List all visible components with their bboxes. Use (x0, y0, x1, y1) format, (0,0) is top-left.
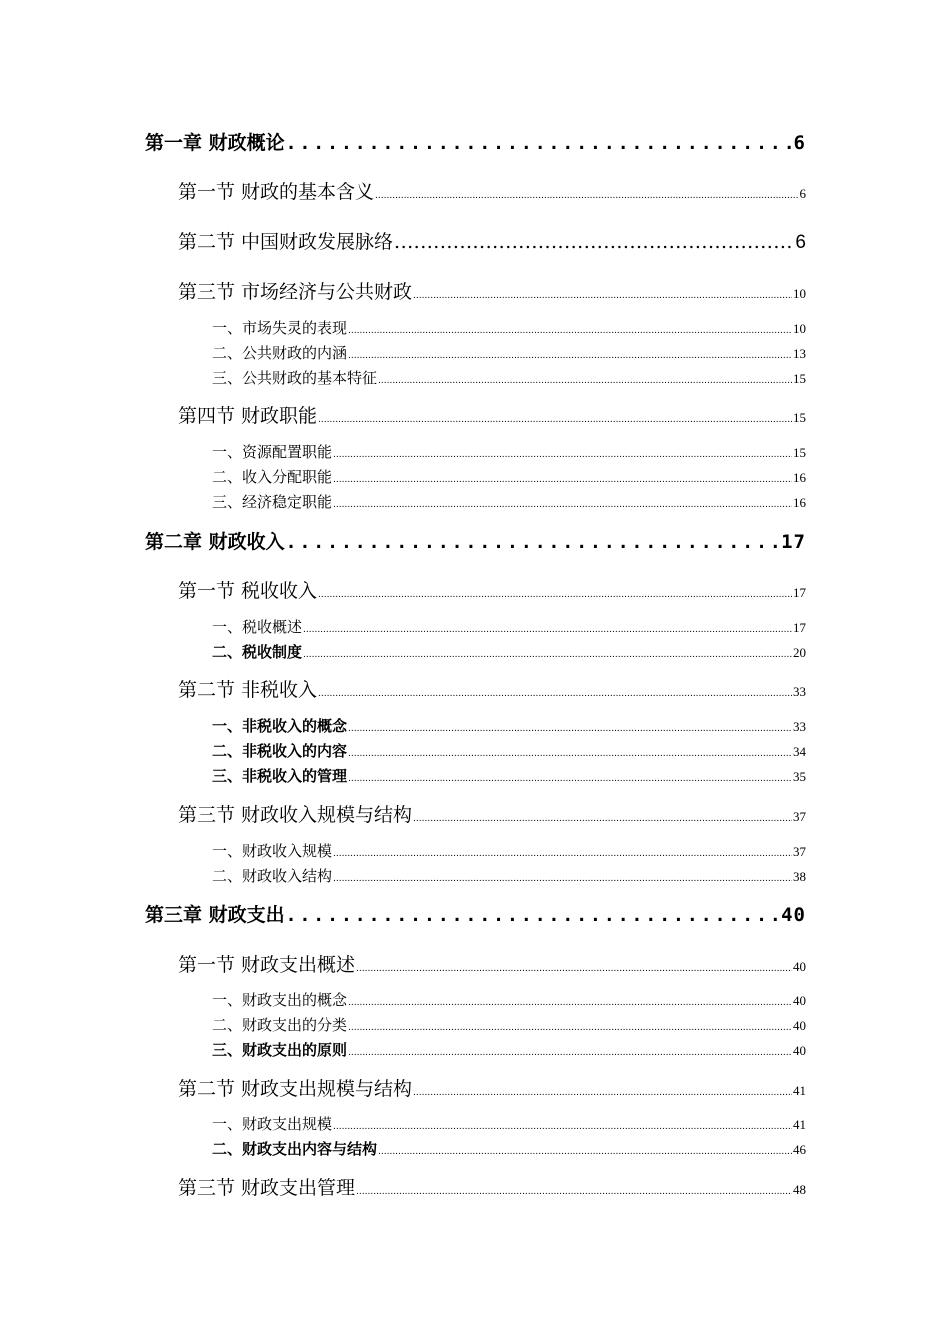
toc-section-title: 第一节 财政的基本含义 (178, 181, 375, 203)
toc-page-number: 40 (793, 959, 806, 974)
dot-leader (333, 450, 792, 460)
dot-leader (333, 475, 792, 485)
toc-item-title: 三、财政支出的原则 (212, 1041, 348, 1059)
toc-section[interactable] (178, 800, 806, 830)
dot-leader (348, 724, 792, 734)
toc-item[interactable] (212, 491, 806, 513)
dot-leader (348, 351, 792, 361)
toc-page-number: 17 (781, 531, 806, 553)
toc-item[interactable] (212, 342, 806, 364)
toc-chapter-title: 第一章 财政概论 (145, 132, 285, 154)
toc-item[interactable] (212, 441, 806, 463)
toc-item-title: 一、市场失灵的表现 (212, 319, 348, 337)
dot-leader (413, 814, 792, 824)
toc-page-number: 37 (793, 809, 806, 824)
toc-section-title: 第二节 非税收入 (178, 679, 318, 701)
toc-item[interactable] (212, 715, 806, 737)
toc-page-number: 17 (793, 620, 806, 635)
toc-section[interactable] (178, 177, 806, 207)
toc-page-number: 35 (793, 769, 806, 784)
dot-leader (378, 376, 792, 386)
dot-leader (286, 905, 780, 926)
toc-page-number: 17 (793, 585, 806, 600)
dot-leader (356, 1187, 792, 1197)
toc-chapter-2[interactable] (145, 527, 806, 557)
toc-section-title: 第一节 税收收入 (178, 580, 318, 602)
toc-item[interactable] (212, 865, 806, 887)
toc-section-title: 第二节 财政支出规模与结构 (178, 1078, 413, 1100)
toc-item-title: 二、收入分配职能 (212, 468, 333, 486)
toc-item[interactable] (212, 616, 806, 638)
toc-section[interactable] (178, 227, 806, 257)
toc-item[interactable] (212, 1113, 806, 1135)
toc-chapter-title: 第三章 财政支出 (145, 904, 285, 926)
toc-page-number: 37 (793, 844, 806, 859)
toc-item[interactable] (212, 1039, 806, 1061)
toc-item[interactable] (212, 641, 806, 663)
toc-item-title: 一、非税收入的概念 (212, 717, 348, 735)
toc-item-title: 二、税收制度 (212, 643, 303, 661)
toc-chapter-1[interactable] (145, 128, 806, 158)
toc-item-title: 二、财政支出内容与结构 (212, 1140, 378, 1158)
dot-leader (303, 650, 792, 660)
toc-item[interactable] (212, 765, 806, 787)
dot-leader (348, 749, 792, 759)
toc-item-title: 二、非税收入的内容 (212, 742, 348, 760)
toc-page-number: 34 (793, 744, 806, 759)
toc-section-title: 第三节 市场经济与公共财政 (178, 281, 413, 303)
dot-leader (318, 689, 792, 699)
toc-section-title: 第三节 财政收入规模与结构 (178, 804, 413, 826)
toc-item-title: 三、公共财政的基本特征 (212, 369, 378, 387)
toc-section[interactable] (178, 277, 806, 307)
toc-item-title: 一、财政支出规模 (212, 1115, 333, 1133)
toc-item[interactable] (212, 367, 806, 389)
dot-leader (303, 625, 792, 635)
toc-section-title: 第二节 中国财政发展脉络 (178, 231, 394, 253)
dot-leader (375, 191, 798, 201)
toc-page-number: 48 (793, 1182, 806, 1197)
toc-page-number: 40 (793, 1043, 806, 1058)
toc-section[interactable] (178, 401, 806, 431)
toc-section-title: 第四节 财政职能 (178, 405, 318, 427)
toc-item-title: 一、资源配置职能 (212, 443, 333, 461)
toc-item-title: 三、非税收入的管理 (212, 767, 348, 785)
toc-page-number: 20 (793, 645, 806, 660)
toc-section-title: 第三节 财政支出管理 (178, 1177, 356, 1199)
dot-leader (348, 998, 792, 1008)
toc-page-number: 40 (793, 993, 806, 1008)
toc-section[interactable] (178, 675, 806, 705)
dot-leader (333, 1122, 792, 1132)
dot-leader (286, 133, 793, 154)
toc-page-number: 15 (793, 445, 806, 460)
toc-page-number: 33 (793, 684, 806, 699)
dot-leader (348, 326, 792, 336)
toc-item-title: 二、财政支出的分类 (212, 1016, 348, 1034)
toc-page-number: 16 (793, 470, 806, 485)
dot-leader (413, 1088, 792, 1098)
toc-page-number: 16 (793, 495, 806, 510)
toc-item[interactable] (212, 840, 806, 862)
toc-page-number: 40 (781, 904, 806, 926)
toc-section-title: 第一节 财政支出概述 (178, 954, 356, 976)
toc-item-title: 一、税收概述 (212, 618, 303, 636)
toc-section[interactable] (178, 950, 806, 980)
toc-page-number: 33 (793, 719, 806, 734)
toc-item[interactable] (212, 1014, 806, 1036)
dot-leader (333, 874, 792, 884)
toc-item[interactable] (212, 466, 806, 488)
toc-page-number: 13 (793, 346, 806, 361)
dot-leader (348, 1023, 792, 1033)
toc-page-number: 38 (793, 869, 806, 884)
toc-page-number: 6 (799, 186, 806, 201)
dot-leader (378, 1147, 792, 1157)
toc-section[interactable] (178, 1074, 806, 1104)
toc-page-number: 46 (793, 1142, 806, 1157)
dot-leader (333, 849, 792, 859)
toc-item[interactable] (212, 989, 806, 1011)
dot-leader (413, 291, 792, 301)
toc-section[interactable] (178, 576, 806, 606)
toc-page-number: 41 (793, 1083, 806, 1098)
toc-item-title: 二、财政收入结构 (212, 867, 333, 885)
toc-item[interactable] (212, 317, 806, 339)
toc-item[interactable] (212, 1138, 806, 1160)
toc-page-number: 6 (795, 232, 806, 253)
toc-page-number: 15 (793, 371, 806, 386)
toc-page-number: 10 (793, 321, 806, 336)
dot-leader (286, 532, 780, 553)
dot-leader (348, 1048, 792, 1058)
dot-leader (348, 774, 792, 784)
toc-item-title: 三、经济稳定职能 (212, 493, 333, 511)
toc-page-number: 40 (793, 1018, 806, 1033)
toc-page-number: 41 (793, 1117, 806, 1132)
toc-item-title: 一、财政收入规模 (212, 842, 333, 860)
dot-leader (356, 964, 792, 974)
dot-leader (394, 231, 794, 253)
toc-item-title: 一、财政支出的概念 (212, 991, 348, 1009)
toc-section[interactable] (178, 1173, 806, 1203)
toc-page-number: 10 (793, 286, 806, 301)
toc-chapter-3[interactable] (145, 900, 806, 930)
toc-page-number: 6 (793, 132, 806, 154)
dot-leader (318, 590, 792, 600)
dot-leader (318, 415, 792, 425)
toc-item[interactable] (212, 740, 806, 762)
toc-chapter-title: 第二章 财政收入 (145, 531, 285, 553)
toc-item-title: 二、公共财政的内涵 (212, 344, 348, 362)
dot-leader (333, 500, 792, 510)
toc-page-number: 15 (793, 410, 806, 425)
